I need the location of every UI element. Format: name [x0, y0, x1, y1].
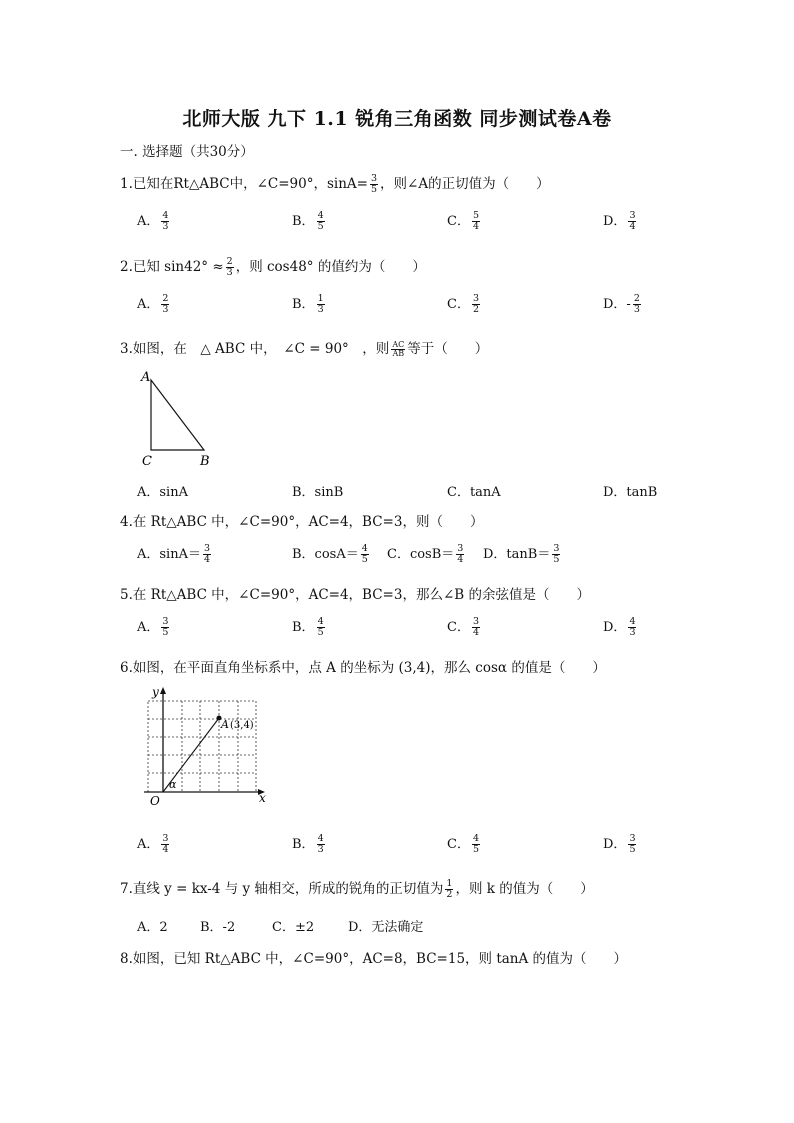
q7-option-d[interactable]: D．无法确定	[348, 920, 424, 935]
page-title: 北师大版 九下 1.1 锐角三角函数 同步测试卷A卷	[182, 108, 612, 130]
vertex-c-label: C	[142, 454, 152, 468]
grid-lines	[148, 701, 256, 792]
q4-option-d[interactable]: D．tanB＝ $\frac{3}{5}$	[483, 543, 560, 565]
svg-text:(3,4): (3,4)	[230, 720, 254, 731]
coordinate-grid-figure	[138, 684, 273, 810]
q3-option-a[interactable]: A．sinA	[137, 485, 188, 500]
q6-option-a[interactable]: A． $\frac{3}{4}$	[137, 833, 169, 855]
svg-text:O: O	[150, 794, 160, 808]
question-5-stem: 5.在 Rt△ABC 中，∠C=90°，AC=4，BC=3，那么∠B 的余弦值是（ ）	[120, 587, 590, 603]
q4-option-b[interactable]: B．cosA＝ $\frac{4}{5}$	[292, 543, 368, 565]
q3-option-c[interactable]: C．tanA	[447, 485, 501, 500]
vertex-a-label: A	[141, 370, 151, 385]
q5-option-b[interactable]: B． $\frac{4}{5}$	[292, 616, 324, 638]
q7-option-a[interactable]: A．2	[137, 920, 168, 935]
svg-text:α: α	[169, 778, 177, 791]
q3-option-d[interactable]: D．tanB	[603, 485, 658, 500]
q5-option-c[interactable]: C． $\frac{3}{4}$	[447, 616, 479, 638]
q3-option-b[interactable]: B．sinB	[292, 485, 344, 500]
question-2-stem: 2.已知 sin42° ≈ $\frac{2}{3}$ ，则 cos48° 的值约为（ ）	[120, 256, 426, 278]
svg-text:x: x	[259, 791, 266, 805]
q6-option-d[interactable]: D． $\frac{3}{5}$	[603, 833, 636, 855]
q4-option-a[interactable]: A．sinA＝ $\frac{3}{4}$	[137, 543, 211, 565]
vertex-b-label: B	[200, 454, 210, 468]
q6-option-b[interactable]: B． $\frac{4}{3}$	[292, 833, 324, 855]
right-triangle-figure	[136, 368, 218, 468]
q6-option-c[interactable]: C． $\frac{4}{5}$	[447, 833, 479, 855]
q2-option-b[interactable]: B． $\frac{1}{3}$	[292, 293, 324, 315]
q2-option-c[interactable]: C． $\frac{3}{2}$	[447, 293, 479, 315]
question-8-stem: 8.如图，已知 Rt△ABC 中，∠C=90°，AC=8，BC=15，则 tanA 的值为（ ）	[120, 951, 628, 967]
question-6-stem: 6.如图，在平面直角坐标系中，点 A 的坐标为 (3,4)，那么 cosα 的值是（ ）	[120, 660, 606, 676]
q2-option-d[interactable]: D．- $\frac{2}{3}$	[603, 293, 640, 315]
q5-option-a[interactable]: A． $\frac{3}{5}$	[137, 616, 169, 638]
svg-text:y: y	[152, 685, 159, 699]
q1-option-b[interactable]: B． $\frac{4}{5}$	[292, 210, 324, 232]
q7-option-b[interactable]: B．-2	[200, 920, 236, 935]
q5-option-d[interactable]: D． $\frac{4}{3}$	[603, 616, 636, 638]
question-7-stem: 7.直线 y = kx-4 与 y 轴相交，所成的锐角的正切值为 $\frac{1}{2}$ ，则 k 的值为（ ）	[120, 878, 594, 900]
fraction: $\frac{3}{5}$	[370, 173, 378, 195]
q1-option-d[interactable]: D． $\frac{3}{4}$	[603, 210, 636, 232]
q7-option-c[interactable]: C．±2	[272, 920, 315, 935]
q2-option-a[interactable]: A． $\frac{2}{3}$	[137, 293, 169, 315]
q1-option-a[interactable]: A． $\frac{4}{3}$	[137, 210, 169, 232]
question-1-stem: 1.已知在Rt△ABC中，∠C=90°，sinA= $\frac{3}{5}$ ，则∠A的正切值为（ ）	[120, 173, 550, 195]
question-3-stem: 3.如图，在 △ ABC 中， ∠C = 90° ，则 $\frac{AC}{AB}$ 等于（ ）	[120, 339, 489, 358]
svg-text:A: A	[221, 718, 229, 731]
q4-option-c[interactable]: C．cosB＝ $\frac{3}{4}$	[387, 543, 464, 565]
q1-option-c[interactable]: C． $\frac{5}{4}$	[447, 210, 479, 232]
section-heading: 一. 选择题（共30分）	[120, 144, 254, 160]
question-4-stem: 4.在 Rt△ABC 中，∠C=90°，AC=4，BC=3，则（ ）	[120, 514, 484, 530]
